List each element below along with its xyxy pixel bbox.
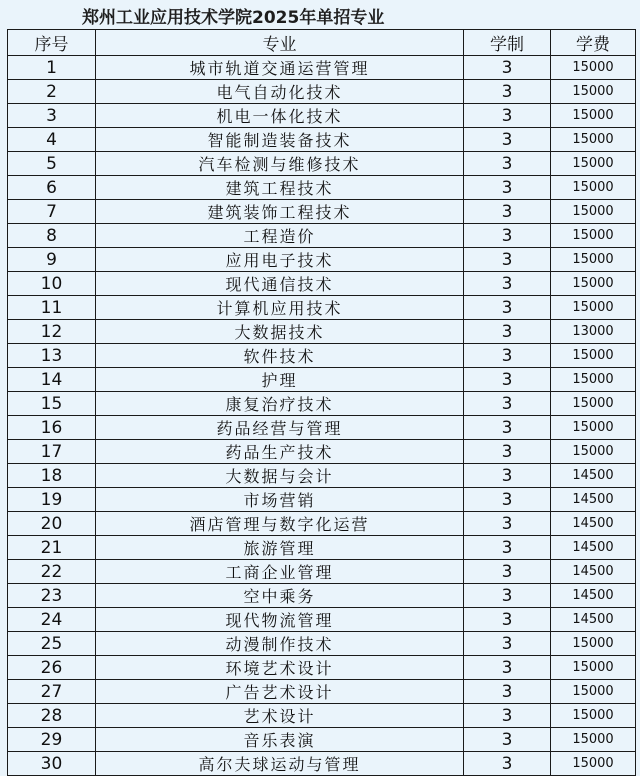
- tuition-cell: 15000: [551, 728, 636, 752]
- major-name-cell: 音乐表演: [96, 728, 464, 752]
- duration-cell: 3: [464, 224, 551, 248]
- tuition-cell: 14500: [551, 488, 636, 512]
- duration-cell: 3: [464, 680, 551, 704]
- duration-cell: 3: [464, 248, 551, 272]
- major-name-cell: 酒店管理与数字化运营: [96, 512, 464, 536]
- table-row: [8, 80, 636, 104]
- table-row: [8, 224, 636, 248]
- row-number-cell: 27: [8, 680, 96, 704]
- header-fee: 学费: [551, 30, 636, 56]
- row-number-cell: 28: [8, 704, 96, 728]
- duration-cell: 3: [464, 104, 551, 128]
- table-row: [8, 128, 636, 152]
- duration-cell: 3: [464, 536, 551, 560]
- tuition-cell: 15000: [551, 704, 636, 728]
- tuition-cell: 15000: [551, 80, 636, 104]
- header-major: 专业: [96, 30, 464, 56]
- row-number-cell: 5: [8, 152, 96, 176]
- major-name-cell: 护理: [96, 368, 464, 392]
- table-row: [8, 416, 636, 440]
- duration-cell: 3: [464, 320, 551, 344]
- major-name-cell: 高尔夫球运动与管理: [96, 752, 464, 776]
- tuition-cell: 15000: [551, 152, 636, 176]
- tuition-cell: 15000: [551, 56, 636, 80]
- major-name-cell: 药品生产技术: [96, 440, 464, 464]
- table-row: [8, 248, 636, 272]
- row-number-cell: 2: [8, 80, 96, 104]
- table-row: [8, 200, 636, 224]
- tuition-cell: 14500: [551, 464, 636, 488]
- table-row: [8, 704, 636, 728]
- tuition-cell: 15000: [551, 440, 636, 464]
- duration-cell: 3: [464, 512, 551, 536]
- table-row: [8, 176, 636, 200]
- major-name-cell: 大数据与会计: [96, 464, 464, 488]
- table-row: [8, 320, 636, 344]
- row-number-cell: 9: [8, 248, 96, 272]
- table-row: [8, 464, 636, 488]
- duration-cell: 3: [464, 464, 551, 488]
- table-row: [8, 152, 636, 176]
- row-number-cell: 6: [8, 176, 96, 200]
- table-header-row: [8, 30, 636, 56]
- tuition-cell: 15000: [551, 392, 636, 416]
- tuition-cell: 15000: [551, 368, 636, 392]
- tuition-cell: 14500: [551, 512, 636, 536]
- duration-cell: 3: [464, 56, 551, 80]
- duration-cell: 3: [464, 440, 551, 464]
- table-row: [8, 104, 636, 128]
- row-number-cell: 4: [8, 128, 96, 152]
- duration-cell: 3: [464, 560, 551, 584]
- major-name-cell: 智能制造装备技术: [96, 128, 464, 152]
- tuition-cell: 14500: [551, 584, 636, 608]
- row-number-cell: 24: [8, 608, 96, 632]
- major-name-cell: 艺术设计: [96, 704, 464, 728]
- major-name-cell: 电气自动化技术: [96, 80, 464, 104]
- major-name-cell: 计算机应用技术: [96, 296, 464, 320]
- table-row: [8, 488, 636, 512]
- tuition-cell: 15000: [551, 416, 636, 440]
- table-row: [8, 536, 636, 560]
- row-number-cell: 19: [8, 488, 96, 512]
- row-number-cell: 16: [8, 416, 96, 440]
- row-number-cell: 29: [8, 728, 96, 752]
- table-row: [8, 728, 636, 752]
- row-number-cell: 26: [8, 656, 96, 680]
- duration-cell: 3: [464, 152, 551, 176]
- row-number-cell: 21: [8, 536, 96, 560]
- tuition-cell: 15000: [551, 344, 636, 368]
- row-number-cell: 15: [8, 392, 96, 416]
- majors-table: [7, 29, 636, 776]
- table-row: [8, 656, 636, 680]
- row-number-cell: 7: [8, 200, 96, 224]
- duration-cell: 3: [464, 80, 551, 104]
- page-title: 郑州工业应用技术学院2025年单招专业: [82, 8, 385, 28]
- duration-cell: 3: [464, 656, 551, 680]
- tuition-cell: 15000: [551, 632, 636, 656]
- row-number-cell: 30: [8, 752, 96, 776]
- tuition-cell: 15000: [551, 128, 636, 152]
- major-name-cell: 汽车检测与维修技术: [96, 152, 464, 176]
- major-name-cell: 机电一体化技术: [96, 104, 464, 128]
- duration-cell: 3: [464, 368, 551, 392]
- table-row: [8, 680, 636, 704]
- table-row: [8, 368, 636, 392]
- table-row: [8, 584, 636, 608]
- major-name-cell: 市场营销: [96, 488, 464, 512]
- table-row: [8, 296, 636, 320]
- duration-cell: 3: [464, 752, 551, 776]
- tuition-cell: 15000: [551, 656, 636, 680]
- duration-cell: 3: [464, 704, 551, 728]
- major-name-cell: 工程造价: [96, 224, 464, 248]
- major-name-cell: 广告艺术设计: [96, 680, 464, 704]
- tuition-cell: 14500: [551, 560, 636, 584]
- tuition-cell: 15000: [551, 200, 636, 224]
- duration-cell: 3: [464, 608, 551, 632]
- table-row: [8, 56, 636, 80]
- major-name-cell: 空中乘务: [96, 584, 464, 608]
- duration-cell: 3: [464, 584, 551, 608]
- header-no: 序号: [8, 30, 96, 56]
- tuition-cell: 15000: [551, 176, 636, 200]
- row-number-cell: 20: [8, 512, 96, 536]
- major-name-cell: 工商企业管理: [96, 560, 464, 584]
- row-number-cell: 1: [8, 56, 96, 80]
- table-row: [8, 512, 636, 536]
- row-number-cell: 10: [8, 272, 96, 296]
- tuition-cell: 15000: [551, 224, 636, 248]
- major-name-cell: 动漫制作技术: [96, 632, 464, 656]
- table-row: [8, 608, 636, 632]
- row-number-cell: 18: [8, 464, 96, 488]
- row-number-cell: 14: [8, 368, 96, 392]
- duration-cell: 3: [464, 128, 551, 152]
- major-name-cell: 软件技术: [96, 344, 464, 368]
- table-row: [8, 344, 636, 368]
- table-row: [8, 632, 636, 656]
- duration-cell: 3: [464, 200, 551, 224]
- major-name-cell: 旅游管理: [96, 536, 464, 560]
- major-name-cell: 环境艺术设计: [96, 656, 464, 680]
- duration-cell: 3: [464, 272, 551, 296]
- row-number-cell: 22: [8, 560, 96, 584]
- tuition-cell: 15000: [551, 104, 636, 128]
- tuition-cell: 15000: [551, 272, 636, 296]
- table-row: [8, 440, 636, 464]
- table-body: [8, 56, 636, 776]
- tuition-cell: 14500: [551, 536, 636, 560]
- duration-cell: 3: [464, 392, 551, 416]
- major-name-cell: 现代物流管理: [96, 608, 464, 632]
- duration-cell: 3: [464, 416, 551, 440]
- duration-cell: 3: [464, 296, 551, 320]
- row-number-cell: 12: [8, 320, 96, 344]
- major-name-cell: 应用电子技术: [96, 248, 464, 272]
- tuition-cell: 15000: [551, 680, 636, 704]
- row-number-cell: 25: [8, 632, 96, 656]
- tuition-cell: 14500: [551, 608, 636, 632]
- tuition-cell: 13000: [551, 320, 636, 344]
- major-name-cell: 大数据技术: [96, 320, 464, 344]
- row-number-cell: 11: [8, 296, 96, 320]
- table-row: [8, 392, 636, 416]
- row-number-cell: 8: [8, 224, 96, 248]
- row-number-cell: 17: [8, 440, 96, 464]
- table-row: [8, 560, 636, 584]
- duration-cell: 3: [464, 488, 551, 512]
- major-name-cell: 现代通信技术: [96, 272, 464, 296]
- table-row: [8, 272, 636, 296]
- major-name-cell: 药品经营与管理: [96, 416, 464, 440]
- row-number-cell: 13: [8, 344, 96, 368]
- duration-cell: 3: [464, 632, 551, 656]
- row-number-cell: 23: [8, 584, 96, 608]
- header-years: 学制: [464, 30, 551, 56]
- major-name-cell: 城市轨道交通运营管理: [96, 56, 464, 80]
- tuition-cell: 15000: [551, 752, 636, 776]
- major-name-cell: 康复治疗技术: [96, 392, 464, 416]
- row-number-cell: 3: [8, 104, 96, 128]
- major-name-cell: 建筑工程技术: [96, 176, 464, 200]
- major-name-cell: 建筑装饰工程技术: [96, 200, 464, 224]
- tuition-cell: 15000: [551, 296, 636, 320]
- tuition-cell: 15000: [551, 248, 636, 272]
- duration-cell: 3: [464, 344, 551, 368]
- table-row: [8, 752, 636, 776]
- duration-cell: 3: [464, 176, 551, 200]
- duration-cell: 3: [464, 728, 551, 752]
